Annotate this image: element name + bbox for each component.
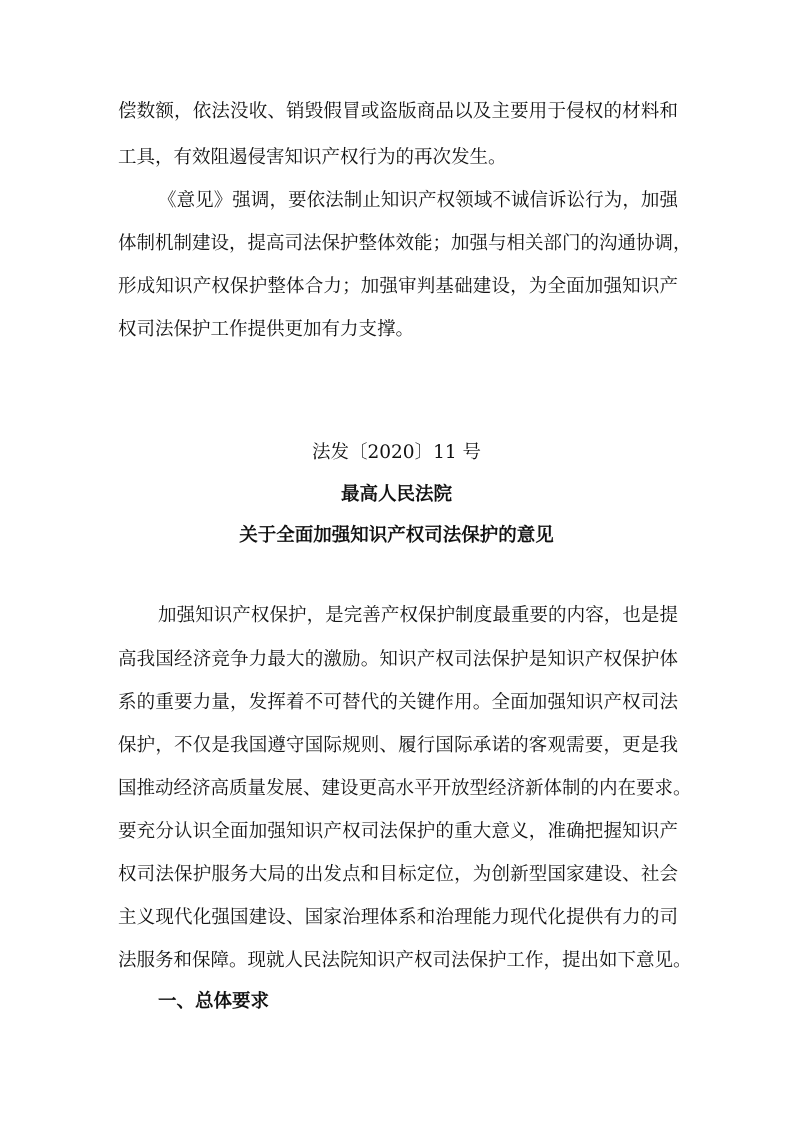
paragraph-line: 系的重要力量，发挥着不可替代的关键作用。全面加强知识产权司法 <box>118 692 678 713</box>
paragraph-line: 高我国经济竞争力最大的激励。知识产权司法保护是知识产权保护体 <box>118 649 678 670</box>
paragraph-line: 《意见》强调，要依法制止知识产权领域不诚信诉讼行为，加强 <box>158 190 678 211</box>
paragraph-line: 保护，不仅是我国遵守国际规则、履行国际承诺的客观需要，更是我 <box>118 735 678 756</box>
paragraph-line: 加强知识产权保护，是完善产权保护制度最重要的内容，也是提 <box>158 605 678 626</box>
paragraph-line: 权司法保护工作提供更加有力支撑。 <box>118 319 415 340</box>
paragraph-line: 主义现代化强国建设、国家治理体系和治理能力现代化提供有力的司 <box>118 907 678 928</box>
document-title: 关于全面加强知识产权司法保护的意见 <box>239 525 554 546</box>
paragraph-line: 体制机制建设，提高司法保护整体效能；加强与相关部门的沟通协调， <box>118 233 692 254</box>
paragraph-line: 偿数额，依法没收、销毁假冒或盗版商品以及主要用于侵权的材料和 <box>118 101 678 122</box>
issuer-title: 最高人民法院 <box>340 484 452 505</box>
section-heading: 一、总体要求 <box>158 991 270 1012</box>
paragraph-line: 法服务和保障。现就人民法院知识产权司法保护工作，提出如下意见。 <box>118 950 692 971</box>
document-number: 法发〔2020〕11 号 <box>311 442 481 463</box>
paragraph-line: 形成知识产权保护整体合力；加强审判基础建设，为全面加强知识产 <box>118 276 678 297</box>
paragraph-line: 国推动经济高质量发展、建设更高水平开放型经济新体制的内在要求。 <box>118 778 692 799</box>
paragraph-line: 要充分认识全面加强知识产权司法保护的重大意义，准确把握知识产 <box>118 821 678 842</box>
paragraph-line: 权司法保护服务大局的出发点和目标定位，为创新型国家建设、社会 <box>118 864 678 885</box>
paragraph-line: 工具，有效阻遏侵害知识产权行为的再次发生。 <box>118 147 507 168</box>
